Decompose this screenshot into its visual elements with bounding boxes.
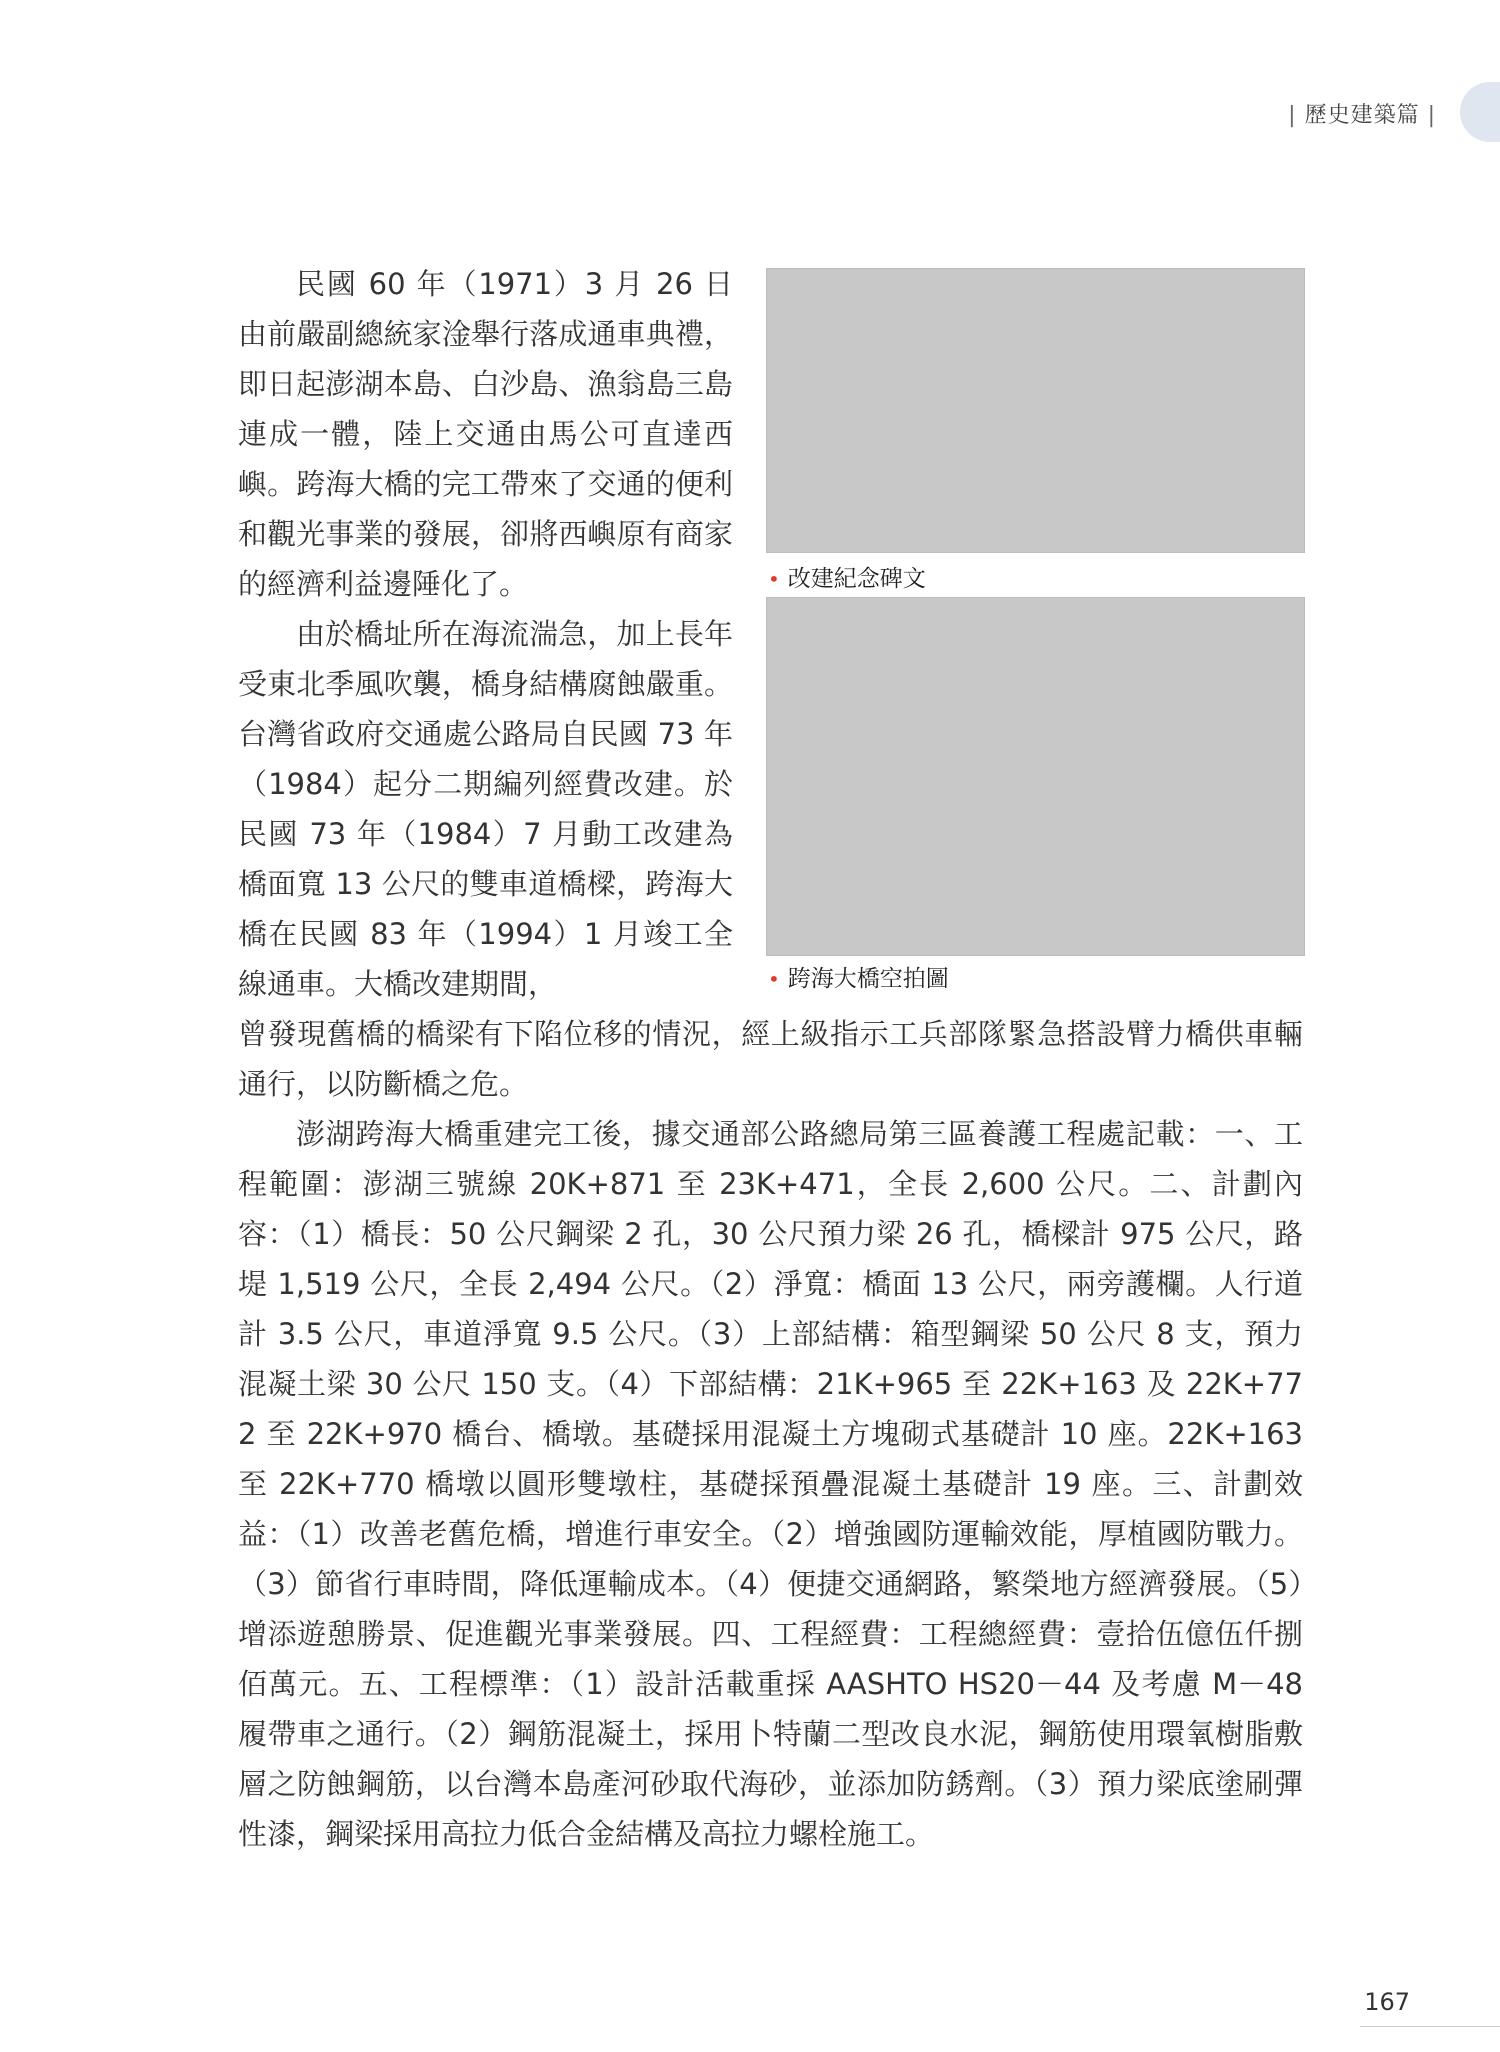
caption-text: 跨海大橋空拍圖 [787,966,949,992]
section-title: 歷史建築篇 [1304,103,1420,128]
memorial-inscription-photo [766,268,1305,553]
caption-bullet-icon: • [768,567,780,591]
figure-caption-2 [768,960,949,993]
header-tab-decoration [1460,82,1500,142]
running-header [1280,98,1444,129]
caption-bullet-icon: • [768,967,780,991]
page-number: 167 [1364,1988,1410,2016]
header-bar-left: | [1288,103,1297,128]
paragraph-1: 民國 60 年（1971）3 月 26 日由前嚴副總統家淦舉行落成通車典禮，即日起澎湖本島、白沙島、漁翁島三島連成一體，陸上交通由馬公可直達西嶼。跨海大橋的完工帶來了交通的便利和觀光事業的發展，卻將西嶼原有商家的經濟利益邊陲化了。 [238,267,733,601]
footer-rule [1360,2026,1500,2027]
paragraph-2-top: 由於橋址所在海流湍急，加上長年受東北季風吹襲，橋身結構腐蝕嚴重。台灣省政府交通處公路局自民國 73 年（1984）起分二期編列經費改建。於民國 73 年（1984）7 月動工改建為橋面寬 13 公尺的雙車道橋樑，跨海大橋在民國 83 年（1994）1 月竣工全線通車。大橋改建期間， [238,617,733,1001]
bridge-aerial-photo [766,597,1305,956]
paragraph-3: 澎湖跨海大橋重建完工後，據交通部公路總局第三區養護工程處記載：一、工程範圍：澎湖三號線 20K+871 至 23K+471，全長 2,600 公尺。二、計劃內容：（1）橋長：50 公尺鋼梁 2 孔，30 公尺預力梁 26 孔，橋樑計 975 公尺，路堤 1,519 公尺，全長 2,494 公尺。（2）淨寬：橋面 13 公尺，兩旁護欄。人行道計 3.5 公尺，車道淨寬 9.5 公尺。（3）上部結構：箱型鋼梁 50 公尺 8 支，預力混凝土梁 30 公尺 150 支。（4）下部結構：21K+965 至 22K+163 及 22K+772 至 22K+970 橋台、橋墩。基礎採用混凝土方塊砌式基礎計 10 座。22K+163 至 22K+770 橋墩以圓形雙墩柱，基礎採預疊混凝土基礎計 19 座。三、計劃效益：（1）改善老舊危橋，增進行車安全。（2）增強國防運輸效能，厚植國防戰力。（3）節省行車時間，降低運輸成本。（4）便捷交通網路，繁榮地方經濟發展。（5）增添遊憩勝景、促進觀光事業發展。四、工程經費：工程總經費：壹拾伍億伍仟捌佰萬元。五、工程標準：（1）設計活載重採 AASHTO HS20－44 及考慮 M－48 履帶車之通行。（2）鋼筋混凝土，採用卜特蘭二型改良水泥，鋼筋使用環氧樹脂敷層之防蝕鋼筋，以台灣本島產河砂取代海砂，並添加防銹劑。（3）預力梁底塗刷彈性漆，鋼梁採用高拉力低合金結構及高拉力螺栓施工。 [238,1117,1303,1851]
header-bar-right: | [1427,103,1436,128]
paragraph-2-bottom: 曾發現舊橋的橋梁有下陷位移的情況，經上級指示工兵部隊緊急搭設臂力橋供車輛通行，以防斷橋之危。 [238,1017,1303,1101]
caption-text: 改建紀念碑文 [787,566,926,592]
figure-caption-1 [768,560,926,593]
